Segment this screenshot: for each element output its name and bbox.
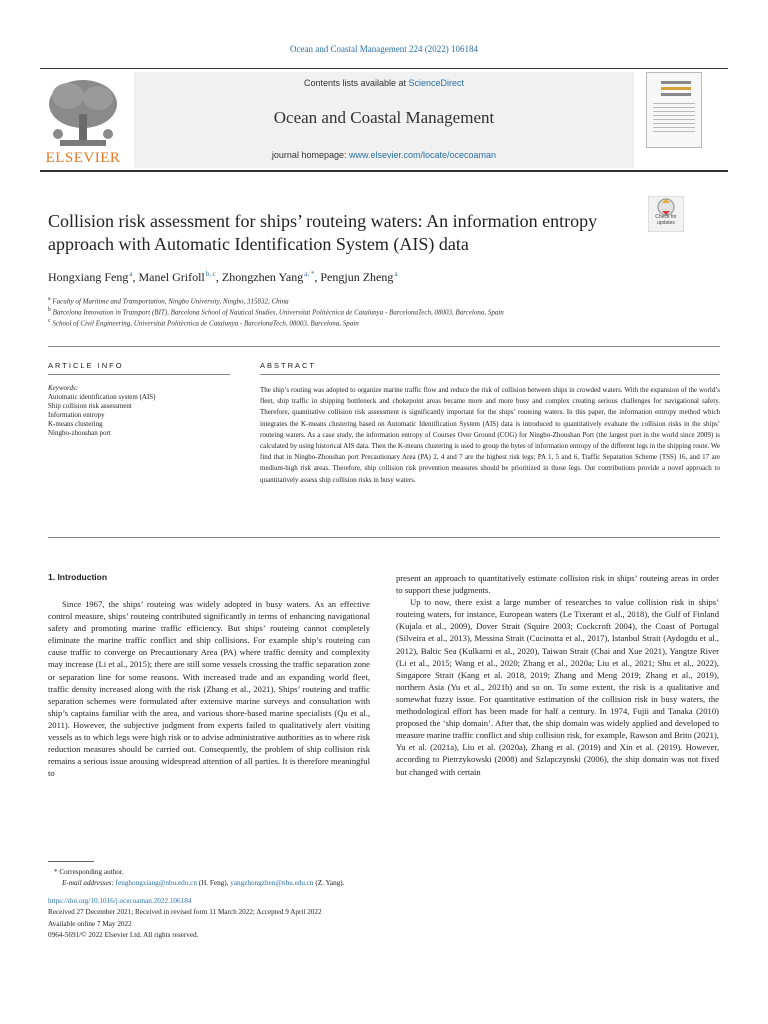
email-label: E-mail addresses:	[62, 879, 116, 888]
homepage-line	[134, 150, 634, 160]
keyword: Ship collision risk assessment	[48, 402, 132, 410]
affiliation	[48, 307, 688, 316]
sciencedirect-link[interactable]: ScienceDirect	[408, 78, 465, 88]
masthead	[40, 68, 728, 172]
keywords-block	[48, 384, 238, 438]
keyword: K-means clustering	[48, 420, 103, 428]
body-paragraph: present an approach to quantitatively estimate collision risk in ships’ routeing areas in order to support these judgments.	[396, 573, 719, 596]
paper-title: Collision risk assessment for ships’ routeing waters: An information entropy approach with Automatic Identification System (AIS) data	[48, 211, 598, 254]
affiliation-text: Barcelona Innovation in Transport (BIT), Barcelona School of Nautical Studies, Universitat Politècnica de Catalunya - BarcelonaTech, 08003, Barcelona, Spain	[52, 308, 504, 317]
author-name[interactable]: Hongxiang Feng	[48, 270, 129, 284]
keywords-label: Keywords:	[48, 384, 79, 392]
affiliation-text: Faculty of Maritime and Transportation, Ningbo University, Ningbo, 315832, China	[52, 297, 289, 306]
email-owner: (Z. Yang).	[313, 879, 345, 888]
body-right-column	[396, 572, 719, 778]
author-name[interactable]: Manel Grifoll	[138, 270, 205, 284]
keyword: Automatic identification system (AIS)	[48, 393, 156, 401]
body-paragraph: Since 1967, the ships’ routeing was widely adopted in busy waters. As an effective control measure, ships’ routeing contributed significantly in terms of enhancing navigational safety and promoting marine traffic efficiency. But ships’ routeing cannot completely eliminate the marine traffic conflict and ship collisions. For example ship’s routeing can cause traffic to converge on Precautionary Area (PA) where traffic density and complexity may increase (Li et al., 2015); there are still some vessels crossing the traffic separation zone or separation line for some reasons. With increased trade and an expanding world fleet, traffic density increased along with the risk (Zhang et al., 2021). Ships’ routeing and traffic separation schemes were formulated after extensive marine surveys and consultation with ship’s captains familiar with the area, and various shore-based marine specialists (Qu et al., 2011). However, the subjective judgment from experts failed to qualitatively alert visiting vessels as to which legs were high risk or to advise administrative authorities as to where risk reduction measures should be carried out. Consequently, the problem of ship collision risk remains a serious issue arousing widespread attention of all parties. It is therefore meaningful to	[48, 599, 370, 779]
contents-prefix: Contents lists available at	[303, 78, 409, 88]
publisher-name: ELSEVIER	[45, 150, 121, 166]
affiliation-mark: a	[48, 296, 51, 302]
crossmark-label[interactable]: Check for updates	[655, 214, 677, 226]
email-link[interactable]: fenghongxiang@nbu.edu.cn	[115, 879, 197, 888]
article-info-rule	[48, 374, 230, 375]
affiliation-text: School of Civil Engineering, Universitat Politècnica de Catalunya - BarcelonaTech, 08003, Barcelona, Spain	[52, 319, 359, 328]
corresponding-author-note: * Corresponding author.	[54, 868, 124, 876]
author-separator: ,	[215, 270, 222, 284]
masthead-top-rule	[40, 68, 728, 69]
available-online: Available online 7 May 2022	[48, 919, 132, 928]
article-info-heading: ARTICLE INFO	[48, 361, 124, 370]
email-owner: (H. Feng),	[196, 879, 231, 888]
journal-cover-thumbnail[interactable]	[646, 72, 702, 148]
author-name[interactable]: Pengjun Zheng	[320, 270, 394, 284]
doi-link[interactable]: https://doi.org/10.1016/j.ocecoaman.2022.106184	[48, 896, 192, 905]
received-dates: Received 27 December 2021; Received in revised form 11 March 2022; Accepted 9 April 2022	[48, 908, 322, 917]
journal-banner	[134, 72, 634, 168]
homepage-prefix: journal homepage:	[271, 150, 349, 160]
body-left-column	[48, 598, 370, 779]
keyword: Ningbo-zhoushan port	[48, 429, 111, 437]
journal-homepage-link[interactable]: www.elsevier.com/locate/ocecoaman	[348, 150, 497, 160]
abstract-heading: ABSTRACT	[260, 361, 317, 370]
author-affiliation-mark[interactable]: a	[394, 270, 398, 278]
author-separator: ,	[314, 270, 321, 284]
keyword: Information entropy	[48, 411, 105, 419]
copyright-line: 0964-5691/© 2022 Elsevier Ltd. All rights reserved.	[48, 931, 199, 940]
contents-line	[134, 78, 634, 88]
author-list	[48, 270, 648, 285]
affiliation-mark: b	[48, 307, 51, 313]
footnotes	[48, 867, 720, 941]
journal-title: Ocean and Coastal Management	[273, 108, 495, 127]
footnote-rule	[48, 861, 94, 862]
section-divider	[48, 346, 720, 347]
author-name[interactable]: Zhongzhen Yang	[221, 270, 304, 284]
journal-reference[interactable]: Ocean and Coastal Management 224 (2022) 106184	[290, 44, 478, 54]
masthead-bottom-rule	[40, 170, 728, 172]
abstract-rule	[260, 374, 720, 375]
abstract-text: The ship’s routing was adopted to organize marine traffic flow and reduce the risk of collision between ships in crowded waters. With the expansion of the world’s fleet, ship traffic in shipping bottleneck and chokepoint areas became more and more busy and complex creating serious challenges for navigational safety. Therefore, quantitative collision risk assessment is significantly important for the ships’ routeing waters. In this paper, the information entropy method which integrates the K-means clustering based on Automatic Identification System (AIS) data is introduced to quantitatively evaluate the collision risks in the ships’ routeing waters. As a case study, the information entropy of Courses Over Ground (COG) for Ningbo-Zhoushan Port (the largest port in the world since 2009) is calculated by using historical AIS data. Then the K-means clustering is used to group the bytes of information entropy of the different legs in the shipping route. We find that in Ningbo-Zhoushan port Precautionary Area (PA) 2, 4 and 7 are the highest risk legs; PA 1, 5 and 6, Traffic Separation Scheme (TSS) 16, and 17 are medium-high risk areas. Therefore, ship collision risk prevention measures should be prioritized in those legs. Our contributions provide a novel approach to quantitatively assess ship collision risks in busy waters.	[260, 386, 720, 484]
author-affiliation-mark[interactable]: a, *	[304, 270, 315, 278]
introduction-heading: 1. Introduction	[48, 572, 108, 582]
affiliation	[48, 318, 688, 327]
affiliation	[48, 296, 688, 305]
author-separator: ,	[132, 270, 139, 284]
email-line	[48, 878, 720, 889]
email-link[interactable]: yangzhongzhen@nbu.edu.cn	[230, 879, 314, 888]
body-paragraph: Up to now, there exist a large number of researches to value collision risk in ships’ routeing waters, for instance, European waters (Le Tixerant et al., 2018), the Gulf of Finland (Kujala et al., 2009), Dover Strait (Squire 2003; Cockcroft 2004), the Coast of Portugal (Silveira et al., 2013), Messina Strait (Cucinotta et al., 2017), Istanbul Strait (Aydogdu et al., 2012), Baltic Sea (Kulkarni et al., 2020), Taiwan Strait (Chai and Xue 2021), Yangtze River (Li et al., 2015; Wang et al., 2020; Zhang et al., 2020a; Liu et al., 2021; Shu et al., 2022), Singapore Strait (Kang et al. 2018, 2019; Zhang and Meng 2019; Zhang et al., 2019), northern Asia (Yu et al., 2021b) and so on. To some extent, the risk is a qualitative and somewhat fuzzy issue. For quantitative estimation of the collision risk in busy waters, the methodological effort has been made for half a century. In 1974, Fujii and Tanaka (2010) proposed the ‘ship domain’. After that, the ship domain was widely applied and developed to measure marine traffic conflict and ship collision risk, for example, Rawson and Brito (2021), Yu et al. (2021a), Liu et al. (2020a), Zhang et al. (2019) and Xin et al. (2019). However, according to Pietrzykowski (2008) and Szlapczynski (2006), the ship domain was not fixed but changed with certain	[396, 597, 719, 777]
section-divider	[48, 537, 720, 538]
author-affiliation-mark[interactable]: a	[129, 270, 133, 278]
affiliation-mark: c	[48, 318, 51, 324]
author-affiliation-mark[interactable]: b, c	[205, 270, 216, 278]
